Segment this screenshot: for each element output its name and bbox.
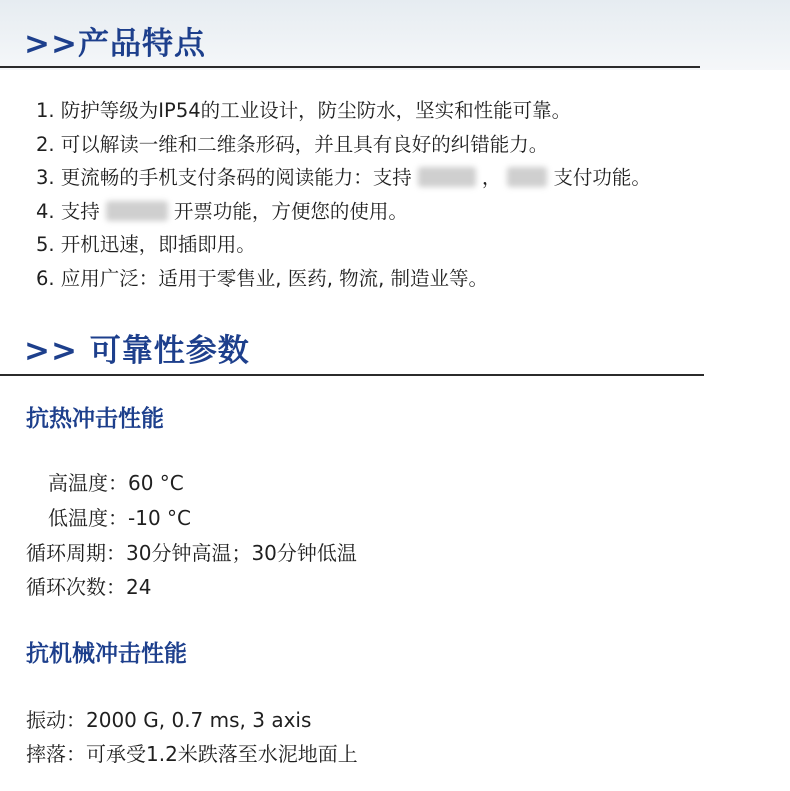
cycle-count: 循环次数：24 [26,575,152,599]
features-list [36,94,651,295]
redacted-payment-brand-1 [418,167,476,187]
high-temperature: 高温度：60 °C [48,471,184,495]
feature-item-2 [36,128,651,162]
feature-item-1 [36,94,651,128]
features-section-title: >>产品特点 [24,26,206,62]
reliability-title-divider [0,374,704,376]
feature-text: 6. 应用广泛：适用于零售业, 医药, 物流, 制造业等。 [36,266,488,290]
feature-text: 4. 支持 [36,199,100,223]
thermal-shock-title: 抗热冲击性能 [26,406,164,432]
feature-item-4 [36,195,651,229]
feature-text: 开票功能，方便您的使用。 [173,199,408,223]
redacted-payment-brand-2 [507,167,547,187]
feature-text: 1. 防护等级为IP54的工业设计，防尘防水，坚实和性能可靠。 [36,99,572,122]
low-temperature: 低温度：-10 °C [48,506,191,530]
feature-text: ， [481,166,502,189]
reliability-section-title: >> 可靠性参数 [24,333,250,369]
feature-item-5 [36,228,651,262]
feature-text: 支付功能。 [553,166,651,189]
mechanical-shock-title: 抗机械冲击性能 [26,641,187,667]
feature-item-3 [36,161,651,195]
feature-text: 2. 可以解读一维和二维条形码，并且具有良好的纠错能力。 [36,132,549,156]
feature-item-6 [36,262,651,296]
cycle-period: 循环周期：30分钟高温；30分钟低温 [26,541,357,565]
drop-spec: 摔落：可承受1.2米跌落至水泥地面上 [26,742,358,766]
feature-text: 3. 更流畅的手机支付条码的阅读能力：支持 [36,166,412,189]
vibration-spec: 振动：2000 G, 0.7 ms, 3 axis [26,708,312,732]
redacted-payment-brand-3 [106,201,168,221]
features-title-divider [0,66,700,68]
feature-text: 5. 开机迅速，即插即用。 [36,233,256,256]
